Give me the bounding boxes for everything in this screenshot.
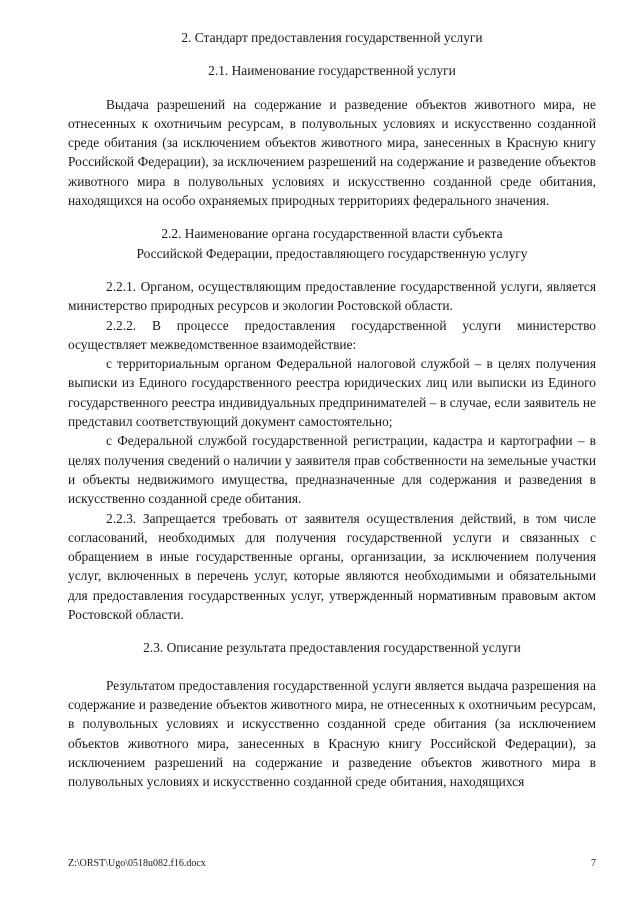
subsection-2-2-title-line2: Российской Федерации, предоставляющего государственную услугу bbox=[136, 245, 528, 261]
section-title: 2. Стандарт предоставления государственной услуги bbox=[181, 30, 483, 45]
page-number: 7 bbox=[591, 858, 596, 869]
paragraph-tax-service: с территориальным органом Федеральной налоговой службой – в целях получения выписки из Единого государственного реестра юридических лиц или выписки из Единого государственного реестра индивидуальных предпринимателей – в случае, если заявитель не представил соответствующий документ самостоятельно; bbox=[68, 356, 596, 430]
paragraph-2-2-2: 2.2.2. В процессе предоставления государственной услуги министерство осуществляет межведомственное взаимодействие: bbox=[68, 317, 596, 352]
subsection-2-1-text: Выдача разрешений на содержание и разведение объектов животного мира, не отнесенных к охотничьим ресурсам, в полувольных условиях и искусственно созданной среде обитания (за исключением объектов животного мира, занесенных в Красную книгу Российской Федерации), за исключением разрешений на содержание и разведение объектов животного мира в полувольных условиях и искусственно созданной среде обитания, находящихся на особо охраняемых природных территориях федерального значения. bbox=[68, 96, 596, 209]
paragraph-2-2-1: 2.2.1. Органом, осуществляющим предоставление государственной услуги, является министерство природных ресурсов и экологии Ростовской области. bbox=[68, 278, 596, 314]
page-footer bbox=[68, 858, 596, 869]
document-page bbox=[68, 28, 596, 791]
subsection-2-2-title-line1: 2.2. Наименование органа государственной власти субъекта bbox=[161, 226, 503, 242]
subsection-2-3-title: 2.3. Описание результата предоставления государственной услуги bbox=[143, 640, 521, 656]
paragraph-2-2-3: 2.2.3. Запрещается требовать от заявителя осуществления действий, в том числе согласований, необходимых для получения государственной услуги и связанных с обращением в иные государственные органы, организации, за исключением получения услуг, включенных в перечень услуг, которые являются необходимыми и обязательными для предоставления государственных услуг, утвержденный нормативным правовым актом Ростовской области. bbox=[68, 510, 596, 623]
subsection-2-1-title: 2.1. Наименование государственной услуги bbox=[208, 63, 456, 79]
subsection-2-3-text: Результатом предоставления государственной услуги является выдача разрешения на содержание и разведение объектов животного мира, не отнесенных к охотничьим ресурсам, в полувольных условиях и искусственно созданной среде обитания (за исключением объектов животного мира, занесенных в Красную книгу Российской Федерации), за исключением разрешений на содержание и разведение объектов животного мира в полувольных условиях и искусственно созданной среде обитания, находящихся bbox=[68, 677, 596, 790]
file-path: Z:\ORST\Ugo\0518u082.f16.docx bbox=[68, 858, 206, 869]
paragraph-registration-service: с Федеральной службой государственной регистрации, кадастра и картографии – в целях получения сведений о наличии у заявителя прав собственности на земельные участки и объекты недвижимого имущества, предназначенные для содержания и разведения в искусственно созданной среде обитания. bbox=[68, 433, 596, 507]
